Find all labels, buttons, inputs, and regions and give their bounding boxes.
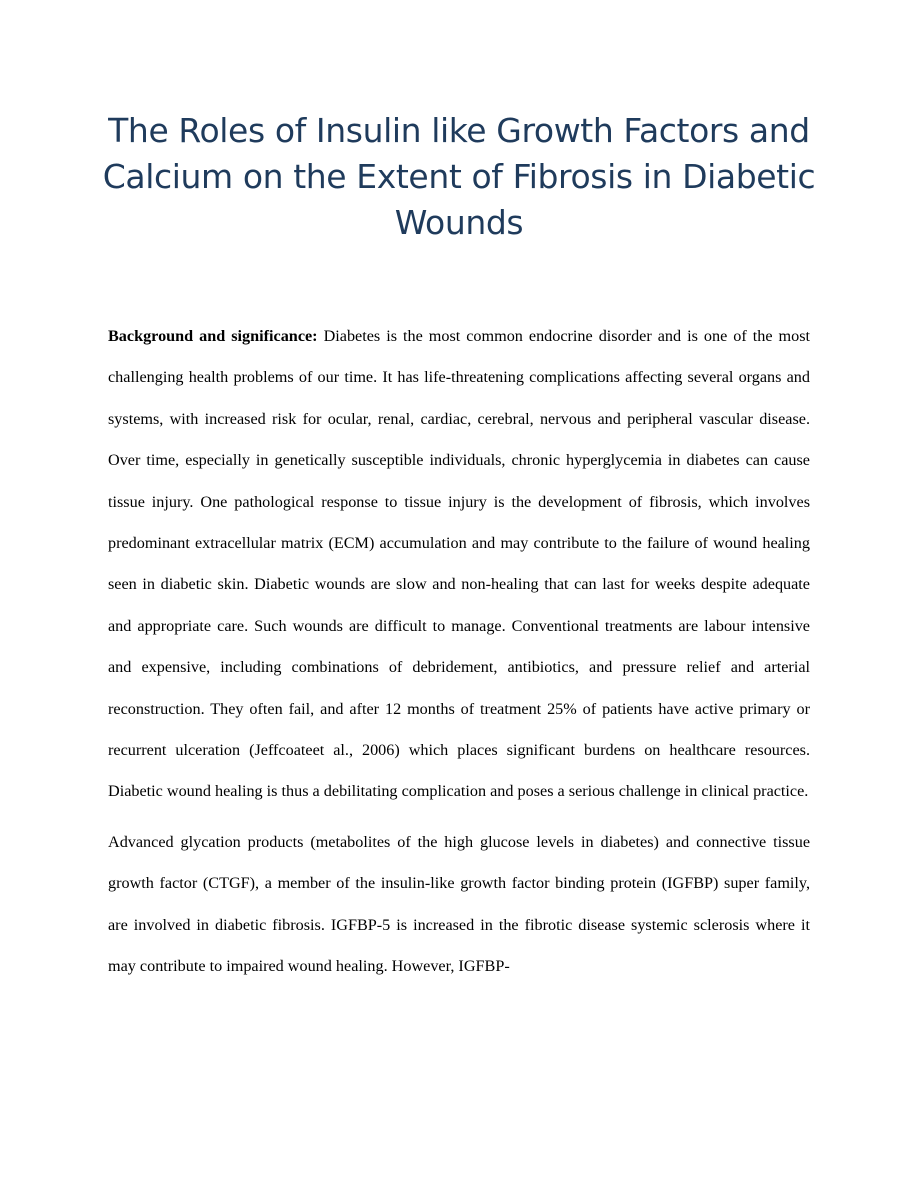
paragraph-background-text: Diabetes is the most common endocrine disorder and is one of the most challenging health problems of our time. It has life-threatening complications affecting several organs and systems, with increased risk for ocular, renal, cardiac, cerebral, nervous and peripheral vascular disease. Over time, especially in genetically susceptible individuals, chronic hyperglycemia in diabetes can cause tissue injury. One pathological response to tissue injury is the development of fibrosis, which involves predominant extracellular matrix (ECM) accumulation and may contribute to the failure of wound healing seen in diabetic skin. Diabetic wounds are slow and non-healing that can last for weeks despite adequate and appropriate care. Such wounds are difficult to manage. Conventional treatments are labour intensive and expensive, including combinations of debridement, antibiotics, and pressure relief and arterial reconstruction. They often fail, and after 12 months of treatment 25% of patients have active primary or recurrent ulceration (Jeffcoateet al., 2006) which places significant burdens on healthcare resources. Diabetic wound healing is thus a debilitating complication and poses a serious challenge in clinical practice. xyxy=(108,327,810,801)
paragraph-glycation: Advanced glycation products (metabolites of the high glucose levels in diabetes) and connective tissue growth factor (CTGF), a member of the insulin-like growth factor binding protein (IGFBP) super family, are involved in diabetic fibrosis. IGFBP-5 is increased in the fibrotic disease systemic sclerosis where it may contribute to impaired wound healing. However, IGFBP- xyxy=(108,832,810,976)
paragraph-background xyxy=(108,316,810,813)
document-title: The Roles of Insulin like Growth Factors and Calcium on the Extent of Fibrosis in Diabetic Wounds xyxy=(102,111,816,242)
document-body xyxy=(108,316,810,988)
section-heading-background: Background and significance: xyxy=(108,327,318,345)
